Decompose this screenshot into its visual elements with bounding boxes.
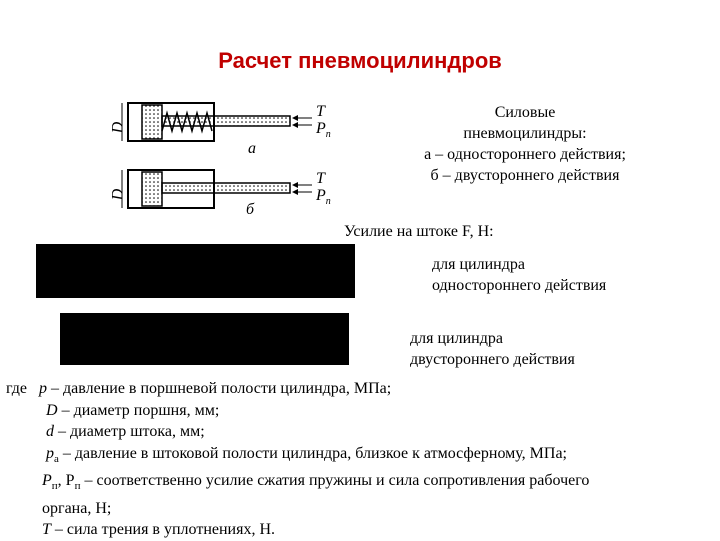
force-heading: Усилие на штоке F, Н: [344,223,494,240]
formula-single-acting-image [36,244,355,298]
formula-double-acting-image [60,313,349,365]
caption-line: Силовые [494,104,556,121]
cylinder-b [122,170,312,208]
legend-row: d – диаметр штока, мм; [46,423,205,440]
caption-line: б – двустороннего действия [430,167,620,184]
caption-line: пневмоцилиндры: [463,125,587,142]
label-T-b: T [316,170,325,187]
symbol-legend [6,378,716,541]
legend-row: где p – давление в поршневой полости цилиндра, МПа; [6,380,392,397]
diameter-label-b: D [109,188,127,201]
legend-row: $P_п$, $P_п$ – соответственно усилие сжатия пружины и сила сопротивления рабочего [42,472,590,493]
cylinder-diagram [100,96,350,226]
legend-row: органа, Н; [42,499,112,517]
legend-row: T – сила трения в уплотнениях, Н. [42,521,276,539]
figure-caption [380,102,670,186]
formula2-label: для цилиндра двустороннего действия [410,330,575,368]
label-Pn-b: $P_п$ [316,187,331,208]
legend-row: $p_а$ – давление в штоковой полости цилиндра, близкое к атмосферному, МПа; [46,444,567,465]
cylinder-a [122,103,312,141]
label-b: б [246,201,255,218]
label-Pn-a: $P_п$ [316,120,331,141]
page-title: Расчет пневмоцилиндров [218,48,502,73]
label-a: а [248,140,256,157]
caption-line: а – одностороннего действия; [424,146,626,163]
legend-row: D – диаметр поршня, мм; [46,401,220,419]
diameter-label-a: D [109,121,127,134]
formula1-label: для цилиндра одностороннего действия [432,256,607,294]
label-T-a: T [316,103,325,120]
